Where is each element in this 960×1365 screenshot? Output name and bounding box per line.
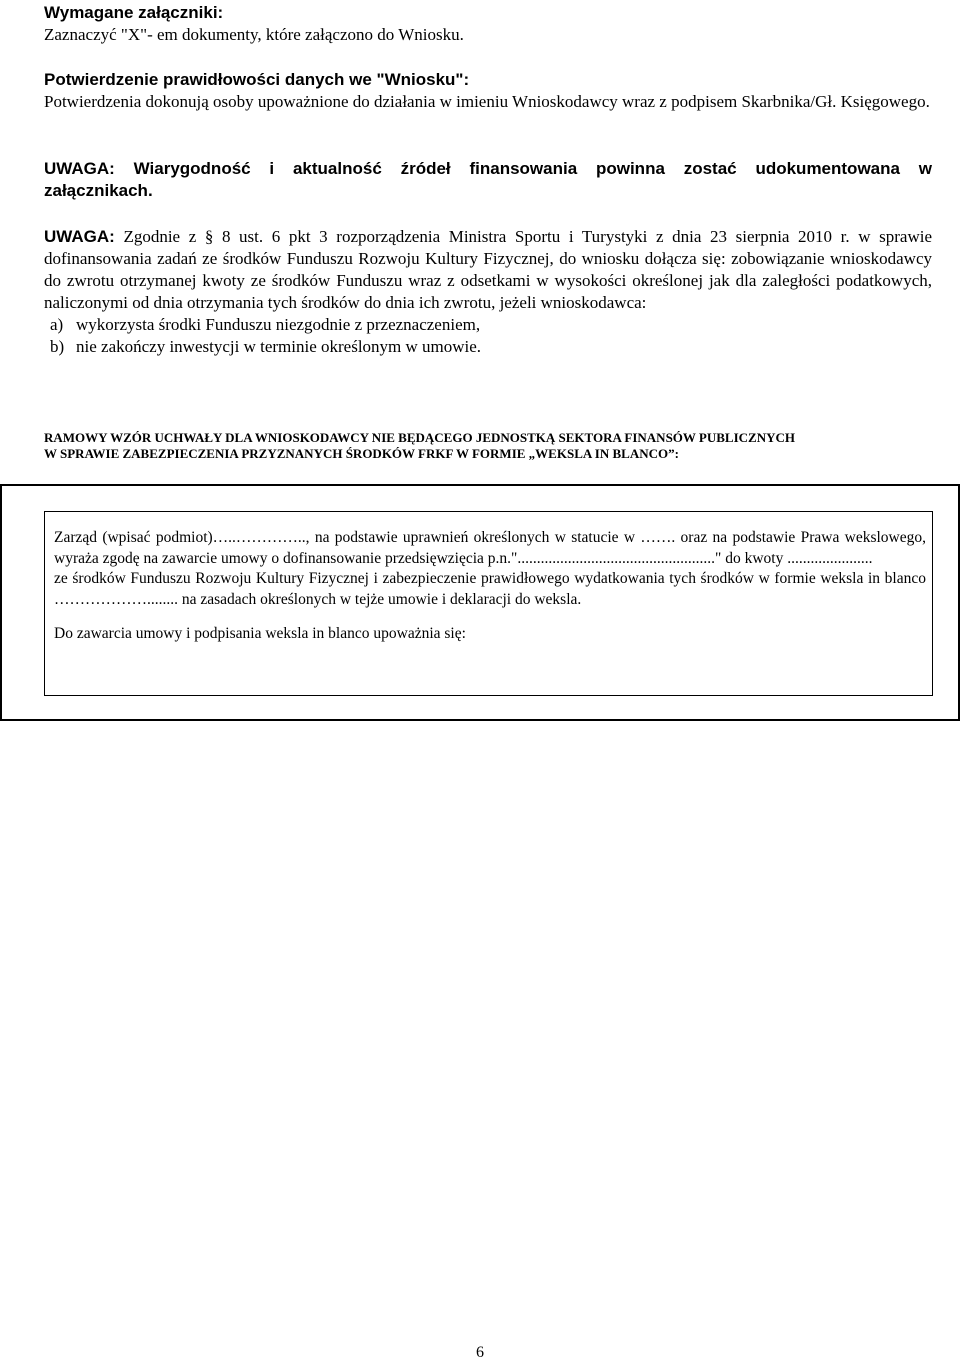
note-regulation-label: UWAGA: xyxy=(44,227,115,246)
spacer xyxy=(54,610,926,624)
confirmation-title: Potwierdzenie prawidłowości danych we "Wniosku": xyxy=(44,70,470,89)
resolution-para3: Do zawarcia umowy i podpisania weksla in blanco upoważnia się: xyxy=(54,625,466,642)
note-sources: UWAGA: Wiarygodność i aktualność źródeł finansowania powinna zostać udokumentowana w załącznikach. xyxy=(44,159,932,200)
note-regulation xyxy=(44,226,932,358)
list-item-label: a) xyxy=(50,315,64,334)
attachments-title: Wymagane załączniki: xyxy=(44,3,224,22)
resolution-text xyxy=(54,528,926,645)
confirmation-section xyxy=(44,69,932,113)
confirmation-text: Potwierdzenia dokonują osoby upoważnione do działania w imieniu Wnioskodawcy wraz z podpisem Skarbnika/Gł. Księgowego. xyxy=(44,92,930,111)
attachments-instruction: Zaznaczyć "X"- em dokumenty, które załączono do Wniosku. xyxy=(44,25,464,44)
list-item-text: nie zakończy inwestycji w terminie określonym w umowie. xyxy=(76,337,482,356)
template-heading xyxy=(44,430,932,462)
list-item xyxy=(44,314,932,336)
list-item xyxy=(44,336,932,358)
list-item-text: wykorzysta środki Funduszu niezgodnie z przeznaczeniem, xyxy=(76,315,481,334)
template-heading-line1: RAMOWY WZÓR UCHWAŁY DLA WNIOSKODAWCY NIE BĘDĄCEGO JEDNOSTKĄ SEKTORA FINANSÓW PUBLICZNYCH xyxy=(44,430,795,445)
page-number: 6 xyxy=(476,1344,484,1361)
note-regulation-text: Zgodnie z § 8 ust. 6 pkt 3 rozporządzenia Ministra Sportu i Turystyki z dnia 23 sierpnia 2010 r. w sprawie dofinansowania zadań ze środków Funduszu Rozwoju Kultury Fizycznej, do wniosku dołącza się: zobowiązanie wnioskodawcy do zwrotu otrzymanej kwoty ze środków Funduszu wraz z odsetkami w wysokości określonej jak dla zaległości podatkowych, naliczonymi od dnia otrzymania tych środków do dnia ich zwrotu, jeżeli wnioskodawca: xyxy=(44,227,932,312)
note-regulation-body xyxy=(44,226,932,314)
list-item-label: b) xyxy=(50,337,65,356)
attachments-section xyxy=(44,2,932,46)
resolution-para1: Zarząd (wpisać podmiot)…..………….., na podstawie uprawnień określonych w statucie w ……. oraz na podstawie Prawa wekslowego, wyraża zgodę na zawarcie umowy o dofinansowanie przedsięwzięcia p.n."..................................................." do kwoty ...................... xyxy=(54,529,926,567)
resolution-para2: ze środków Funduszu Rozwoju Kultury Fizycznej i zabezpieczenie prawidłowego wydatkowania tych środków w formie weksla in blanco ………………........ na zasadach określonych w tejże umowie i deklaracji do weksla. xyxy=(54,570,926,608)
template-heading-line2: W SPRAWIE ZABEZPIECZENIA PRZYZNANYCH ŚRODKÓW FRKF W FORMIE „WEKSLA IN BLANCO”: xyxy=(44,446,679,461)
